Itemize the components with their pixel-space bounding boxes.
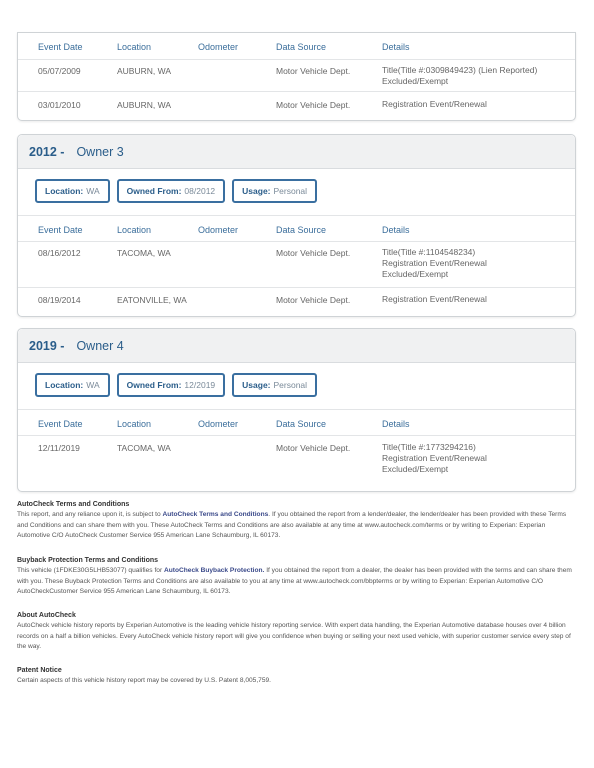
owner-3-history-table (18, 215, 575, 316)
owner-2-card (17, 32, 576, 121)
footer-patent (17, 666, 577, 687)
usage-badge: Usage: Personal (232, 179, 317, 203)
event-location: AUBURN, WA (117, 66, 171, 76)
header-event-date: Event Date (38, 42, 83, 52)
event-source: Motor Vehicle Dept. (276, 443, 351, 453)
header-location: Location (117, 225, 152, 235)
detail-line: Registration Event/Renewal (382, 294, 487, 304)
terms-link[interactable]: AutoCheck Terms and Conditions (162, 511, 269, 519)
detail-line: Registration Event/Renewal (382, 258, 487, 268)
terms-heading: AutoCheck Terms and Conditions (17, 501, 130, 508)
owner-3-header (18, 135, 575, 169)
event-date: 05/07/2009 (38, 66, 81, 76)
event-location: EATONVILLE, WA (117, 295, 187, 305)
event-details (382, 247, 567, 280)
owner-4-card (17, 328, 576, 492)
owner-4-history-table (18, 409, 575, 486)
event-details (382, 294, 567, 305)
event-details (382, 65, 567, 87)
header-event-date: Event Date (38, 225, 83, 235)
owner-title: Owner 3 (76, 144, 124, 159)
detail-line: Title(Title #:1104548234) (382, 247, 476, 257)
usage-badge: Usage: Personal (232, 373, 317, 397)
header-odometer: Odometer (198, 225, 239, 235)
event-source: Motor Vehicle Dept. (276, 248, 351, 258)
detail-line: Excluded/Exempt (382, 464, 449, 474)
event-source: Motor Vehicle Dept. (276, 295, 351, 305)
footer-about (17, 611, 577, 653)
event-details (382, 442, 567, 475)
event-location: TACOMA, WA (117, 443, 171, 453)
detail-line: Title(Title #:1773294216) (382, 442, 476, 452)
header-details: Details (382, 225, 410, 235)
owner-2-history-table (18, 33, 575, 120)
event-details (382, 99, 567, 110)
event-date: 08/16/2012 (38, 248, 81, 258)
patent-heading: Patent Notice (17, 667, 62, 674)
detail-line: Registration Event/Renewal (382, 453, 487, 463)
event-source: Motor Vehicle Dept. (276, 100, 351, 110)
owner-4-badges (18, 363, 575, 409)
table-row (18, 92, 575, 120)
header-data-source: Data Source (276, 225, 327, 235)
table-header (18, 215, 575, 242)
location-badge: Location: WA (35, 179, 110, 203)
about-text: AutoCheck vehicle history reports by Experian Automotive is the leading vehicle history reporting service. With expert data handling, the Experian Automotive database houses over 4 billion records on a half a billion vehicles. Every AutoCheck vehicle history report will give you confidence when buying or selling your next used vehicle, with superior customer service every step of the way. (17, 622, 571, 651)
event-date: 08/19/2014 (38, 295, 81, 305)
header-event-date: Event Date (38, 419, 83, 429)
table-header (18, 33, 575, 60)
footer-buyback (17, 556, 577, 598)
owner-title: Owner 4 (76, 338, 124, 353)
header-data-source: Data Source (276, 419, 327, 429)
table-row (18, 242, 575, 288)
owned-from-badge: Owned From: 08/2012 (117, 179, 226, 203)
owner-3-card (17, 134, 576, 317)
patent-text: Certain aspects of this vehicle history report may be covered by U.S. Patent 8,005,759. (17, 677, 271, 685)
event-date: 03/01/2010 (38, 100, 81, 110)
event-source: Motor Vehicle Dept. (276, 66, 351, 76)
footer-terms (17, 500, 577, 542)
owner-year: 2012 - (29, 144, 65, 159)
event-location: TACOMA, WA (117, 248, 171, 258)
table-row (18, 288, 575, 316)
detail-line: Excluded/Exempt (382, 76, 449, 86)
table-header (18, 409, 575, 436)
detail-line: Registration Event/Renewal (382, 99, 487, 109)
table-row (18, 436, 575, 486)
detail-line: Title(Title #:0309849423) (Lien Reported) (382, 65, 538, 75)
owner-year: 2019 - (29, 338, 65, 353)
header-odometer: Odometer (198, 42, 239, 52)
header-details: Details (382, 42, 410, 52)
header-data-source: Data Source (276, 42, 327, 52)
owner-4-header (18, 329, 575, 363)
header-odometer: Odometer (198, 419, 239, 429)
header-details: Details (382, 419, 410, 429)
owned-from-badge: Owned From: 12/2019 (117, 373, 226, 397)
event-date: 12/11/2019 (38, 443, 80, 453)
location-badge: Location: WA (35, 373, 110, 397)
terms-text: This report, and any reliance upon it, is subject to AutoCheck Terms and Conditions. If you obtained the report from a lender/dealer, the lender/dealer has been provided with these Terms and Conditions and can share them with you. These AutoCheck Terms and Conditions are also available at any time at www.autocheck.com/terms or by writing to Experian: Experian Automotive C/O AutoCheck Customer Service 955 American Lane Schaumburg, IL 60173. (17, 511, 567, 540)
owner-3-badges (18, 169, 575, 215)
buyback-heading: Buyback Protection Terms and Conditions (17, 557, 159, 564)
header-location: Location (117, 42, 152, 52)
buyback-text: This vehicle (1FDKE30G5LHB53077) qualifies for AutoCheck Buyback Protection. If you obtained the report from a dealer, the dealer has been provided with the terms and can share them with you. These Buyback Protection Terms and Conditions are also available to you at any time at www.autocheck.com/bbpterms or by writing to Experian: Experian Automotive C/O AutoCheckCustomer Service 955 American Lane Schaumburg, IL 60173. (17, 567, 572, 596)
about-heading: About AutoCheck (17, 612, 76, 619)
event-location: AUBURN, WA (117, 100, 171, 110)
table-row (18, 60, 575, 92)
buyback-link[interactable]: AutoCheck Buyback Protection. (163, 567, 265, 575)
detail-line: Excluded/Exempt (382, 269, 449, 279)
header-location: Location (117, 419, 152, 429)
